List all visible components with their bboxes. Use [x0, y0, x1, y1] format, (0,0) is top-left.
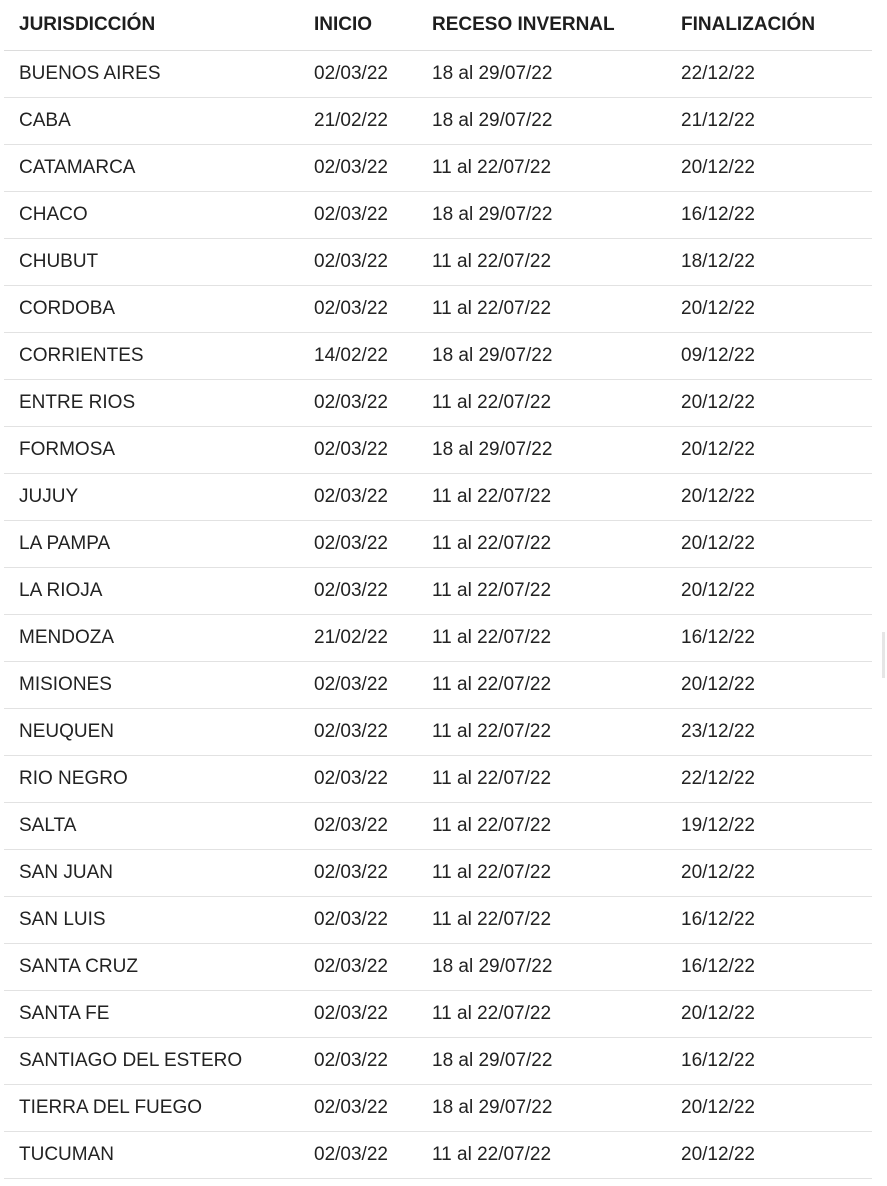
cell-inicio: 02/03/22 [314, 674, 388, 695]
cell-finalizacion: 20/12/22 [681, 674, 755, 695]
cell-jurisdiccion: SAN LUIS [19, 909, 106, 930]
cell-receso-invernal: 11 al 22/07/22 [432, 909, 552, 930]
cell-finalizacion: 22/12/22 [681, 768, 755, 789]
cell-inicio: 02/03/22 [314, 862, 388, 883]
table-row [4, 1132, 872, 1179]
cell-receso-invernal: 11 al 22/07/22 [432, 533, 552, 554]
cell-inicio: 02/03/22 [314, 580, 388, 601]
cell-jurisdiccion: NEUQUEN [19, 721, 115, 742]
cell-inicio: 02/03/22 [314, 1097, 388, 1118]
header-inicio: INICIO [314, 14, 373, 35]
cell-inicio: 02/03/22 [314, 956, 388, 977]
cell-finalizacion: 20/12/22 [681, 298, 755, 319]
table-row [4, 286, 872, 333]
table-row [4, 427, 872, 474]
school-calendar-table [4, 0, 872, 1179]
table-header-row [4, 0, 872, 51]
cell-receso-invernal: 11 al 22/07/22 [432, 815, 552, 836]
cell-inicio: 02/03/22 [314, 157, 388, 178]
cell-receso-invernal: 11 al 22/07/22 [432, 768, 552, 789]
scroll-edge-mark [882, 632, 885, 678]
cell-jurisdiccion: CATAMARCA [19, 157, 136, 178]
table-row [4, 756, 872, 803]
cell-finalizacion: 20/12/22 [681, 862, 755, 883]
table-row [4, 568, 872, 615]
table-row [4, 98, 872, 145]
cell-jurisdiccion: SANTIAGO DEL ESTERO [19, 1050, 243, 1071]
cell-receso-invernal: 11 al 22/07/22 [432, 392, 552, 413]
cell-inicio: 02/03/22 [314, 909, 388, 930]
cell-finalizacion: 16/12/22 [681, 627, 755, 648]
cell-receso-invernal: 11 al 22/07/22 [432, 627, 552, 648]
cell-inicio: 02/03/22 [314, 768, 388, 789]
table-body [4, 51, 872, 1179]
cell-jurisdiccion: LA RIOJA [19, 580, 103, 601]
cell-inicio: 02/03/22 [314, 721, 388, 742]
cell-inicio: 02/03/22 [314, 815, 388, 836]
cell-finalizacion: 20/12/22 [681, 580, 755, 601]
cell-jurisdiccion: SANTA FE [19, 1003, 110, 1024]
cell-receso-invernal: 11 al 22/07/22 [432, 862, 552, 883]
cell-receso-invernal: 11 al 22/07/22 [432, 674, 552, 695]
cell-receso-invernal: 11 al 22/07/22 [432, 721, 552, 742]
cell-jurisdiccion: MISIONES [19, 674, 112, 695]
cell-finalizacion: 20/12/22 [681, 486, 755, 507]
cell-jurisdiccion: CORRIENTES [19, 345, 144, 366]
table-row [4, 615, 872, 662]
cell-receso-invernal: 11 al 22/07/22 [432, 580, 552, 601]
cell-inicio: 02/03/22 [314, 204, 388, 225]
cell-inicio: 14/02/22 [314, 345, 388, 366]
cell-receso-invernal: 18 al 29/07/22 [432, 1050, 553, 1071]
cell-receso-invernal: 11 al 22/07/22 [432, 1003, 552, 1024]
cell-finalizacion: 20/12/22 [681, 1003, 755, 1024]
cell-jurisdiccion: SANTA CRUZ [19, 956, 138, 977]
table-row [4, 850, 872, 897]
cell-finalizacion: 20/12/22 [681, 392, 755, 413]
cell-finalizacion: 20/12/22 [681, 1097, 755, 1118]
cell-jurisdiccion: CHUBUT [19, 251, 99, 272]
cell-inicio: 02/03/22 [314, 63, 388, 84]
cell-finalizacion: 23/12/22 [681, 721, 755, 742]
cell-finalizacion: 09/12/22 [681, 345, 755, 366]
cell-jurisdiccion: JUJUY [19, 486, 79, 507]
table-row [4, 1038, 872, 1085]
table-row [4, 803, 872, 850]
cell-inicio: 02/03/22 [314, 298, 388, 319]
cell-inicio: 02/03/22 [314, 251, 388, 272]
cell-receso-invernal: 11 al 22/07/22 [432, 1144, 552, 1165]
cell-finalizacion: 20/12/22 [681, 439, 755, 460]
cell-finalizacion: 21/12/22 [681, 110, 755, 131]
cell-finalizacion: 19/12/22 [681, 815, 755, 836]
cell-receso-invernal: 11 al 22/07/22 [432, 298, 552, 319]
cell-receso-invernal: 18 al 29/07/22 [432, 345, 553, 366]
cell-inicio: 21/02/22 [314, 627, 388, 648]
table-row [4, 1085, 872, 1132]
cell-inicio: 02/03/22 [314, 1050, 388, 1071]
cell-inicio: 02/03/22 [314, 1144, 388, 1165]
table-row [4, 944, 872, 991]
cell-inicio: 02/03/22 [314, 392, 388, 413]
table-row [4, 192, 872, 239]
cell-inicio: 02/03/22 [314, 439, 388, 460]
cell-finalizacion: 20/12/22 [681, 157, 755, 178]
header-receso-invernal: RECESO INVERNAL [432, 14, 615, 35]
header-finalizacion: FINALIZACIÓN [681, 14, 816, 35]
header-jurisdiccion: JURISDICCIÓN [19, 14, 156, 35]
cell-jurisdiccion: CORDOBA [19, 298, 116, 319]
cell-finalizacion: 20/12/22 [681, 533, 755, 554]
cell-finalizacion: 20/12/22 [681, 1144, 755, 1165]
cell-inicio: 02/03/22 [314, 533, 388, 554]
cell-receso-invernal: 18 al 29/07/22 [432, 1097, 553, 1118]
cell-jurisdiccion: LA PAMPA [19, 533, 111, 554]
cell-jurisdiccion: SALTA [19, 815, 77, 836]
cell-jurisdiccion: ENTRE RIOS [19, 392, 136, 413]
cell-finalizacion: 16/12/22 [681, 1050, 755, 1071]
cell-jurisdiccion: FORMOSA [19, 439, 116, 460]
cell-jurisdiccion: CABA [19, 110, 71, 131]
cell-jurisdiccion: TIERRA DEL FUEGO [19, 1097, 202, 1118]
cell-jurisdiccion: CHACO [19, 204, 88, 225]
table-row [4, 239, 872, 286]
cell-jurisdiccion: BUENOS AIRES [19, 63, 161, 84]
table-row [4, 380, 872, 427]
cell-receso-invernal: 11 al 22/07/22 [432, 251, 552, 272]
cell-finalizacion: 22/12/22 [681, 63, 755, 84]
cell-receso-invernal: 18 al 29/07/22 [432, 110, 553, 131]
cell-inicio: 02/03/22 [314, 486, 388, 507]
table-row [4, 521, 872, 568]
table-row [4, 897, 872, 944]
table-row [4, 333, 872, 380]
cell-jurisdiccion: SAN JUAN [19, 862, 113, 883]
cell-receso-invernal: 18 al 29/07/22 [432, 63, 553, 84]
cell-receso-invernal: 11 al 22/07/22 [432, 486, 552, 507]
table-row [4, 474, 872, 521]
table-row [4, 145, 872, 192]
table-row [4, 51, 872, 98]
cell-jurisdiccion: TUCUMAN [19, 1144, 114, 1165]
cell-inicio: 21/02/22 [314, 110, 388, 131]
cell-inicio: 02/03/22 [314, 1003, 388, 1024]
cell-receso-invernal: 18 al 29/07/22 [432, 956, 553, 977]
cell-finalizacion: 16/12/22 [681, 909, 755, 930]
table-row [4, 991, 872, 1038]
cell-jurisdiccion: MENDOZA [19, 627, 114, 648]
table-row [4, 709, 872, 756]
cell-receso-invernal: 18 al 29/07/22 [432, 439, 553, 460]
table-row [4, 662, 872, 709]
cell-jurisdiccion: RIO NEGRO [19, 768, 128, 789]
cell-receso-invernal: 11 al 22/07/22 [432, 157, 552, 178]
cell-finalizacion: 16/12/22 [681, 956, 755, 977]
cell-finalizacion: 16/12/22 [681, 204, 755, 225]
cell-finalizacion: 18/12/22 [681, 251, 755, 272]
cell-receso-invernal: 18 al 29/07/22 [432, 204, 553, 225]
